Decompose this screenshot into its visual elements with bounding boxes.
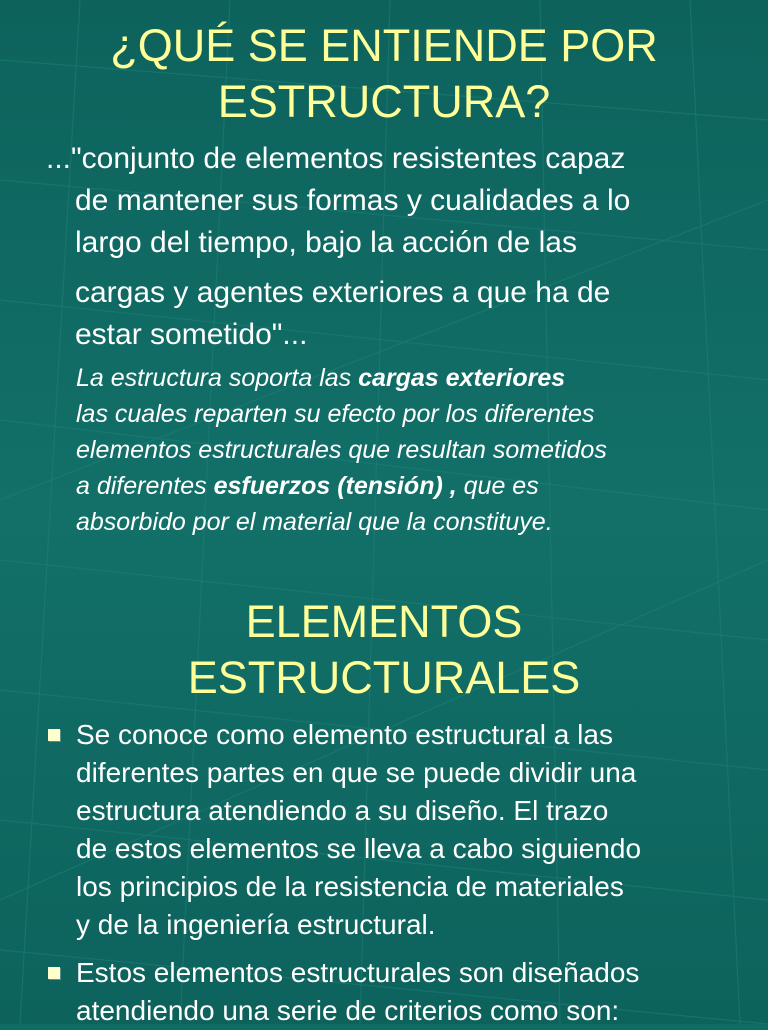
quote-line: largo del tiempo, bajo la acción de las xyxy=(75,226,577,259)
title-line: ELEMENTOS xyxy=(245,596,523,647)
bullet-line: atendiendo una serie de criterios como son: xyxy=(76,995,620,1026)
bullet-line: Se conoce como elemento estructural a las xyxy=(76,719,613,750)
explanation-paragraph xyxy=(76,360,756,540)
explain-line xyxy=(76,468,756,504)
explain-line: absorbido por el material que la constituye. xyxy=(76,508,553,536)
square-bullet-icon xyxy=(48,967,60,979)
slide-title-estructura xyxy=(0,18,768,130)
square-bullet-icon xyxy=(48,729,60,741)
explain-text: que es xyxy=(456,472,539,500)
bullet-line: y de la ingeniería estructural. xyxy=(76,909,436,940)
bullet-line: de estos elementos se lleva a cabo siguiendo xyxy=(76,833,642,864)
bullet-line: Estos elementos estructurales son diseñados xyxy=(76,957,640,988)
explain-line: elementos estructurales que resultan sometidos xyxy=(76,436,607,464)
explain-text: La estructura soporta las xyxy=(76,364,359,392)
title-line: ESTRUCTURALES xyxy=(187,652,581,703)
quote-line: estar sometido"... xyxy=(75,318,308,351)
slide-title-elementos xyxy=(0,594,768,706)
bullet-line: los principios de la resistencia de materiales xyxy=(76,871,624,902)
bullet-text xyxy=(76,716,756,944)
definition-quote xyxy=(46,138,746,356)
title-line: ¿QUÉ SE ENTIENDE POR xyxy=(110,20,658,71)
explain-line xyxy=(76,360,756,396)
explain-bold-cargas: cargas exteriores xyxy=(358,364,566,392)
quote-line: ..."conjunto de elementos resistentes capaz xyxy=(46,142,626,175)
title-line: ESTRUCTURA? xyxy=(217,76,551,127)
quote-line: de mantener sus formas y cualidades a lo xyxy=(75,184,631,217)
explain-bold-esfuerzos: esfuerzos (tensión) , xyxy=(213,472,457,500)
explain-line: las cuales reparten su efecto por los diferentes xyxy=(76,400,595,428)
bullet-line: diferentes partes en que se puede dividir una xyxy=(76,757,637,788)
quote-line: cargas y agentes exteriores a que ha de xyxy=(75,276,611,309)
explain-text: a diferentes xyxy=(76,472,214,500)
bullet-text xyxy=(76,954,756,1030)
bullet-line: estructura atendiendo a su diseño. El trazo xyxy=(76,795,609,826)
